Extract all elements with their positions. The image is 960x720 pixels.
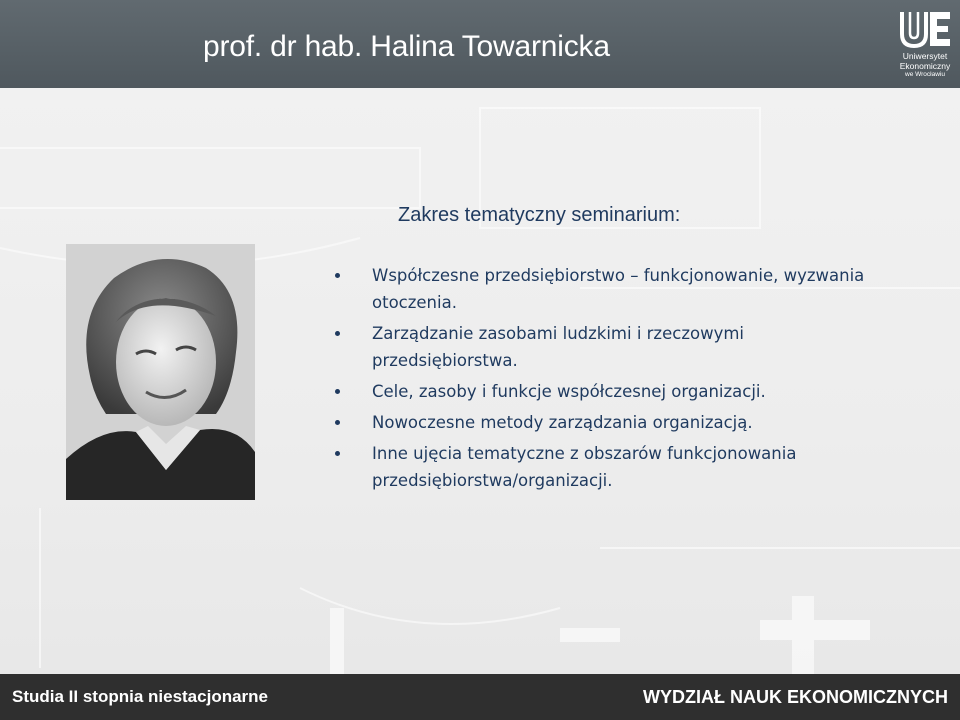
- slide-header: [0, 0, 960, 88]
- bullet-icon: [335, 273, 340, 278]
- university-logo: [894, 8, 956, 82]
- seminar-topics-list: [330, 262, 890, 498]
- bullet-icon: [335, 420, 340, 425]
- topic-text: Nowoczesne metody zarządzania organizacją.: [372, 413, 753, 432]
- seminar-scope-heading: Zakres tematyczny seminarium:: [398, 204, 681, 226]
- logo-text-line3: we Wrocławiu: [905, 71, 945, 78]
- topic-text: Cele, zasoby i funkcje współczesnej organizacji.: [372, 382, 766, 401]
- logo-text-line1: Uniwersytet: [902, 51, 948, 61]
- ue-logo-icon: [896, 8, 954, 50]
- logo-text-line2: Ekonomiczny: [899, 61, 951, 71]
- list-item: [330, 262, 890, 316]
- list-item: [330, 320, 890, 374]
- topic-text: Zarządzanie zasobami ludzkimi i rzeczowymi przedsiębiorstwa.: [372, 324, 744, 370]
- list-item: [330, 440, 890, 494]
- study-level-label: Studia II stopnia niestacjonarne: [12, 687, 268, 706]
- topic-text: Inne ujęcia tematyczne z obszarów funkcjonowania przedsiębiorstwa/organizacji.: [372, 444, 797, 490]
- bullet-icon: [335, 331, 340, 336]
- bullet-icon: [335, 451, 340, 456]
- slide-title: prof. dr hab. Halina Towarnicka: [203, 30, 610, 63]
- topic-text: Współczesne przedsiębiorstwo – funkcjonowanie, wyzwania otoczenia.: [372, 266, 865, 312]
- list-item: [330, 378, 890, 405]
- slide-footer: [0, 674, 960, 720]
- bullet-icon: [335, 389, 340, 394]
- faculty-label: WYDZIAŁ NAUK EKONOMICZNYCH: [643, 687, 948, 707]
- list-item: [330, 409, 890, 436]
- portrait-photo: [66, 244, 255, 500]
